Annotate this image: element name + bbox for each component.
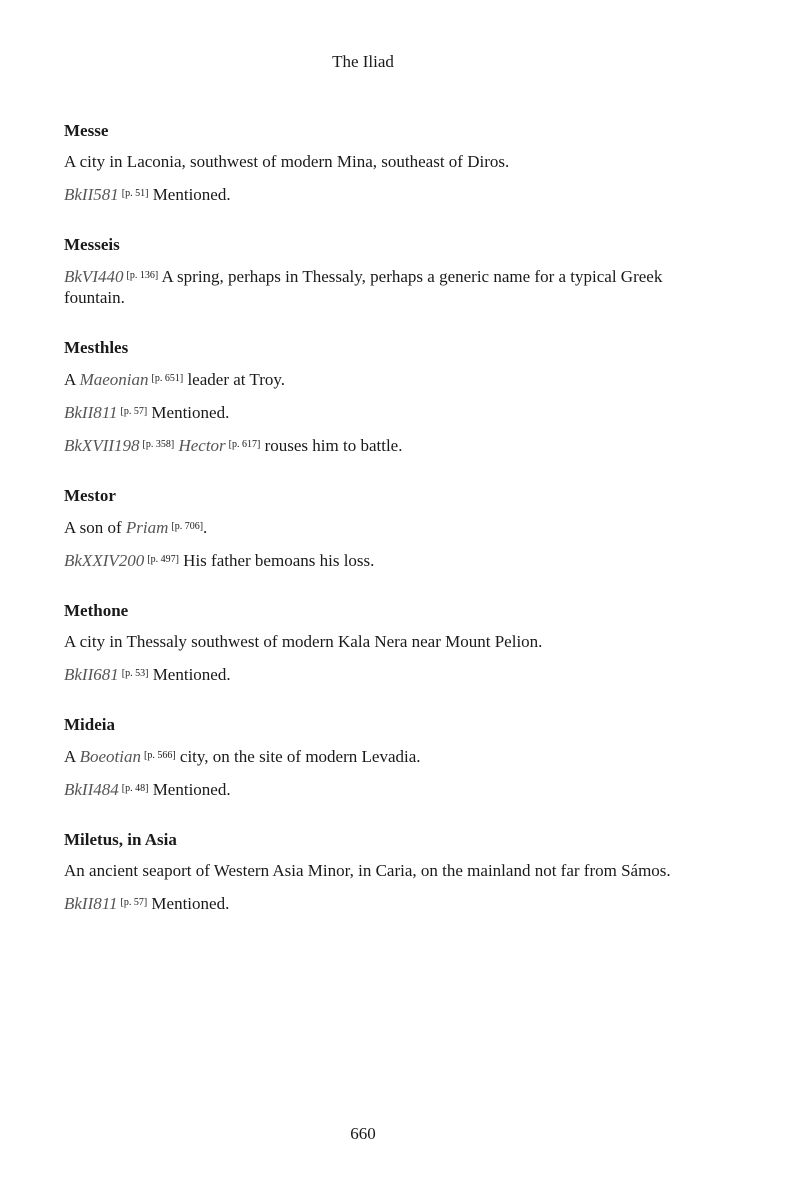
page-reference-link[interactable]: [p. 51] (121, 188, 149, 199)
cross-reference-link[interactable]: Boeotian (79, 747, 141, 766)
entry-title: Messe (64, 121, 109, 140)
cross-reference-link[interactable]: BkII681 (64, 665, 119, 684)
entry-line (64, 745, 674, 767)
cross-reference-link[interactable]: BkXXIV200 (64, 551, 145, 570)
cross-reference-link[interactable]: BkII484 (64, 780, 119, 799)
entry-line (64, 265, 674, 308)
entry-text: . (203, 518, 208, 537)
entry-text: Mentioned. (147, 403, 230, 422)
entry-line (64, 778, 674, 800)
entry-title: Messeis (64, 235, 120, 254)
entry-line (64, 368, 674, 390)
cross-reference-link[interactable]: Hector (178, 436, 226, 455)
entry-text: Mentioned. (148, 780, 231, 799)
entry-title: Miletus, in Asia (64, 830, 177, 849)
page-reference-link[interactable]: [p. 136] (126, 270, 159, 281)
cross-reference-link[interactable]: BkVI440 (64, 267, 124, 286)
entry-line (64, 549, 674, 571)
entry-text: A city in Laconia, southwest of modern Mina, southeast of Diros. (64, 152, 510, 171)
glossary-entry (64, 828, 674, 914)
entry-line (64, 183, 674, 205)
glossary-entry (64, 599, 674, 685)
entry-text: city, on the site of modern Levadia. (175, 747, 421, 766)
cross-reference-link[interactable]: Maeonian (79, 370, 149, 389)
entry-line (64, 663, 674, 685)
page-reference-link[interactable]: [p. 57] (120, 897, 148, 908)
entry-title: Mideia (64, 715, 115, 734)
running-title: The Iliad (332, 52, 394, 71)
entry-text: A (64, 370, 80, 389)
entry-text: A city in Thessaly southwest of modern Kala Nera near Mount Pelion. (64, 632, 543, 651)
entry-line (64, 151, 674, 172)
glossary-entry (64, 713, 674, 800)
entry-line (64, 434, 674, 456)
cross-reference-link[interactable]: BkXVII198 (64, 436, 140, 455)
entry-text: Mentioned. (148, 665, 231, 684)
page-reference-link[interactable]: [p. 57] (120, 406, 148, 417)
entry-text: leader at Troy. (183, 370, 286, 389)
page-reference-link[interactable]: [p. 617] (228, 439, 261, 450)
cross-reference-link[interactable]: BkII811 (64, 403, 118, 422)
entry-text: A son of (64, 518, 126, 537)
entry-text: rouses him to battle. (260, 436, 403, 455)
entry-text: A (64, 747, 80, 766)
entry-line (64, 892, 674, 914)
cross-reference-link[interactable]: BkII581 (64, 185, 119, 204)
entry-line (64, 631, 674, 652)
page-reference-link[interactable]: [p. 48] (121, 783, 149, 794)
page-reference-link[interactable]: [p. 497] (147, 554, 179, 565)
entry-line (64, 516, 674, 538)
entry-text: A spring, perhaps in Thessaly, perhaps a generic name for a typical Greek fountain. (64, 267, 663, 307)
page-reference-link[interactable]: [p. 53] (121, 668, 149, 679)
entry-text: His father bemoans his loss. (178, 551, 375, 570)
entry-title: Mestor (64, 486, 116, 505)
cross-reference-link[interactable]: Priam (125, 518, 169, 537)
page-reference-link[interactable]: [p. 651] (151, 373, 184, 384)
entry-title: Methone (64, 601, 129, 620)
page-reference-link[interactable]: [p. 358] (142, 439, 175, 450)
entry-title: Mesthles (64, 338, 129, 357)
glossary-entry (64, 233, 674, 308)
cross-reference-link[interactable]: BkII811 (64, 894, 118, 913)
entry-line (64, 401, 674, 423)
glossary-entry (64, 484, 674, 571)
page-number: 660 (350, 1124, 376, 1143)
entry-text: Mentioned. (147, 894, 230, 913)
page-reference-link[interactable]: [p. 566] (143, 750, 176, 761)
glossary-entry (64, 119, 674, 205)
entry-text: Mentioned. (148, 185, 231, 204)
entry-text: An ancient seaport of Western Asia Minor, in Caria, on the mainland not far from Sámos. (64, 861, 671, 880)
glossary-entries (64, 119, 674, 942)
glossary-entry (64, 336, 674, 456)
entry-line (64, 860, 674, 881)
page-reference-link[interactable]: [p. 706] (171, 521, 204, 532)
